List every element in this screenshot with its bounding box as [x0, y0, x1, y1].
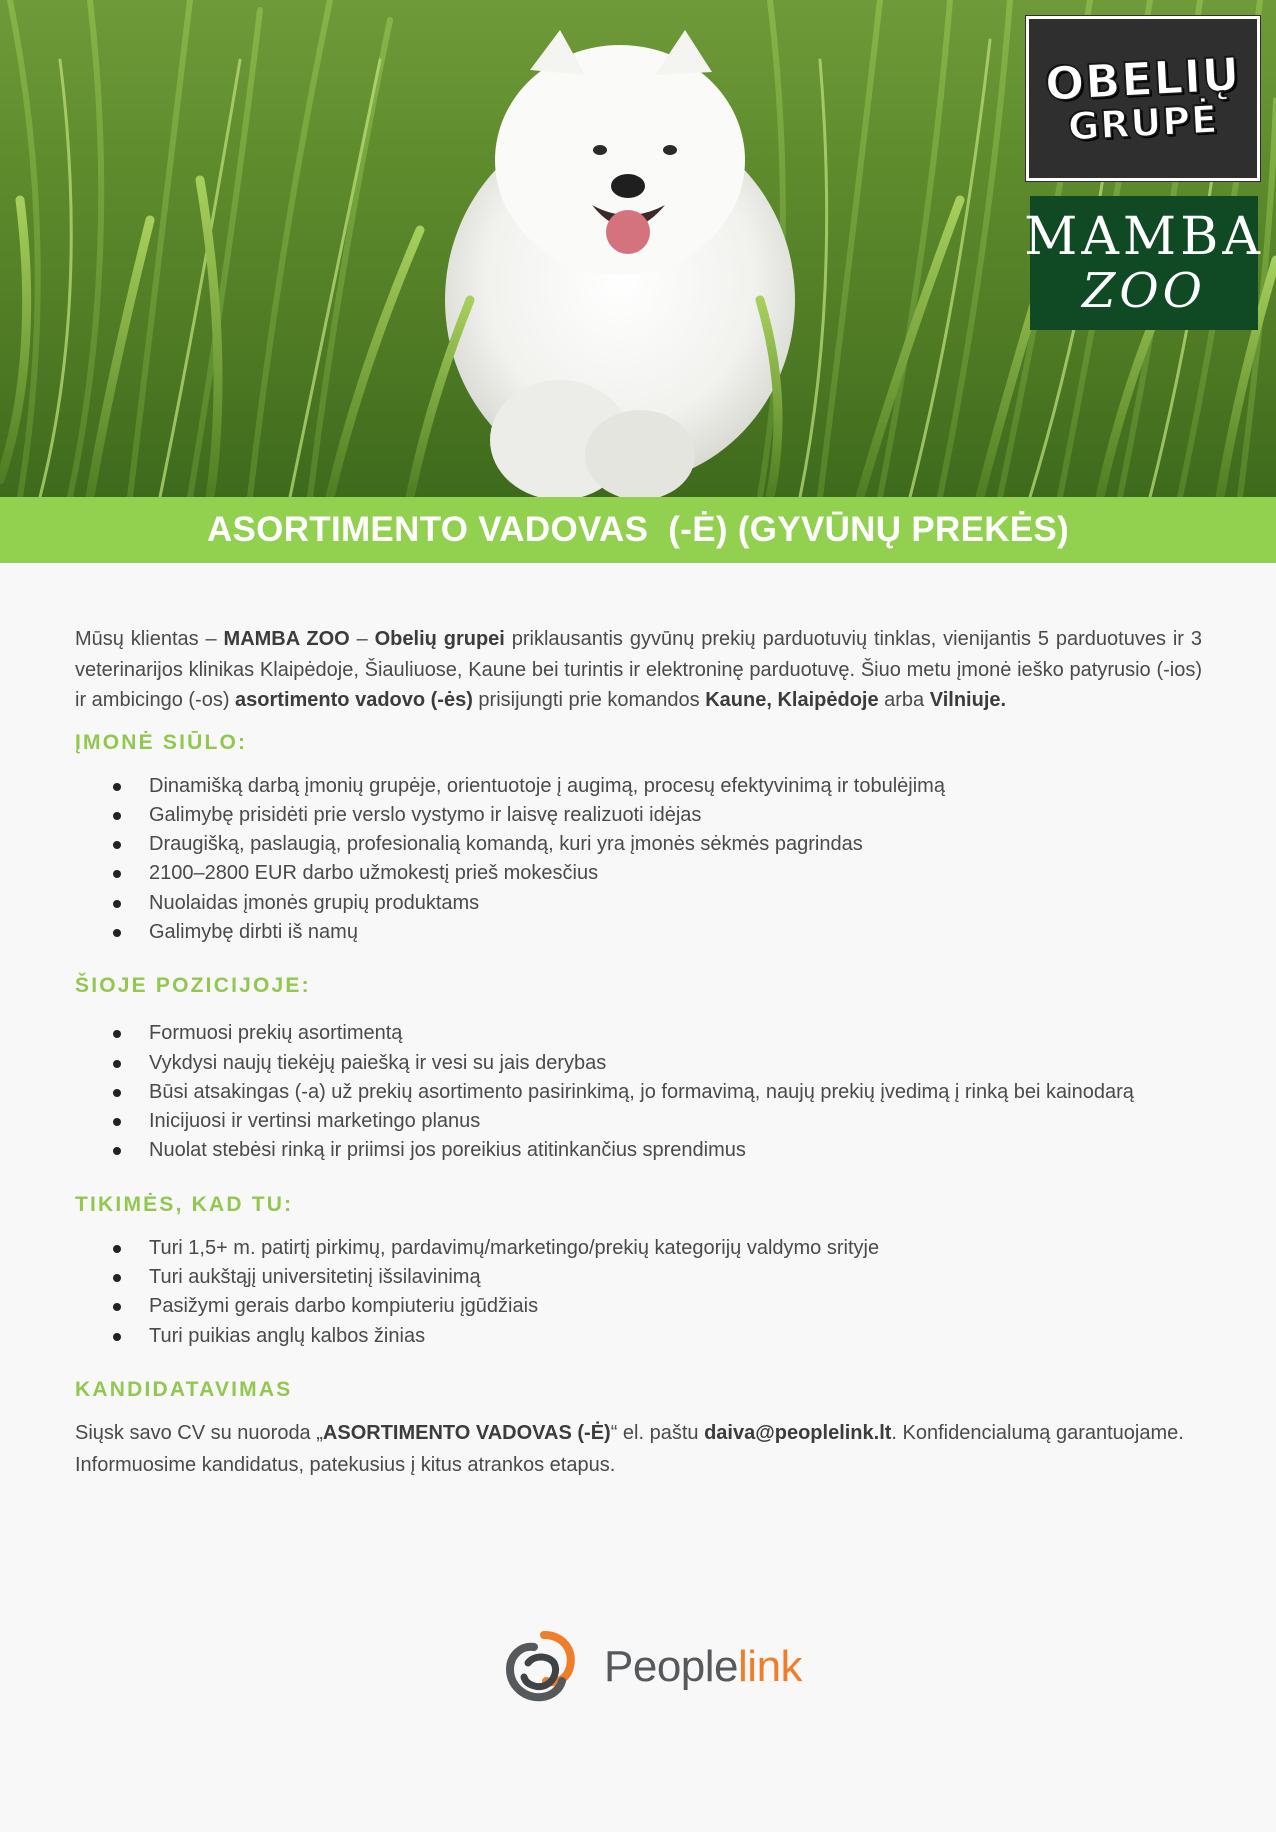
list-item: Turi aukštąjį universitetinį išsilavinimą: [75, 1263, 1202, 1292]
section-heading-position: ŠIOJE POZICIJOJE:: [75, 974, 311, 998]
list-item: Galimybę prisidėti prie verslo vystymo ir laisvę realizuoti idėjas: [75, 801, 1202, 830]
intro-paragraph: Mūsų klientas – MAMBA ZOO – Obelių grupei priklausantis gyvūnų prekių parduotuvių tinklas, vienijantis 5 parduotuves ir 3 veterinarijos klinikas Klaipėdoje, Šiauliuose, Kaune bei turintis ir elektroninę parduotuvę. Šiuo metu įmonė ieško patyrusio (-ios) ir ambicingo (-os) asortimento vadovo (-ės) prisijungti prie komandos Kaune, Klaipėdoje arba Vilniuje.: [75, 628, 1202, 711]
title-band: [0, 497, 1276, 563]
list-item: Būsi atsakingas (-a) už prekių asortimento pasirinkimą, jo formavimą, naujų prekių įvedimą į rinką bei kainodarą: [75, 1078, 1202, 1107]
obeliu-logo-line2: GRUPĖ: [1066, 96, 1220, 149]
list-item: 2100–2800 EUR darbo užmokestį prieš mokesčius: [75, 859, 1202, 888]
peoplelink-rings-icon: [500, 1627, 580, 1707]
obeliu-grupe-logo: [1026, 16, 1260, 181]
offer-list: [75, 772, 1202, 948]
section-heading-apply: KANDIDATAVIMAS: [75, 1377, 293, 1401]
mamba-logo-line2: ZOO: [1081, 263, 1207, 319]
peoplelink-wordmark: Peoplelink: [604, 1642, 803, 1691]
page-title: ASORTIMENTO VADOVAS (-Ė) (GYVŪNŲ PREKĖS): [206, 510, 1070, 549]
section-heading-offer: ĮMONĖ SIŪLO:: [75, 730, 248, 754]
contact-email: daiva@peoplelink.lt: [704, 1421, 892, 1444]
list-item: Dinamišką darbą įmonių grupėje, orientuotoje į augimą, procesų efektyvinimą ir tobulėjimą: [75, 772, 1202, 801]
position-list: [75, 1019, 1202, 1165]
job-description: [75, 624, 1202, 1481]
list-item: Draugišką, paslaugią, profesionalią komandą, kuri yra įmonės sėkmės pagrindas: [75, 830, 1202, 859]
peoplelink-logo: [500, 1622, 802, 1712]
dog-illustration: [445, 30, 795, 497]
obeliu-logo-line1: OBELIŲ: [1044, 46, 1242, 111]
mamba-logo-line1: MAMBA: [1024, 207, 1264, 267]
mamba-zoo-logo: [1024, 196, 1264, 330]
list-item: Vykdysi naujų tiekėjų paiešką ir vesi su jais derybas: [75, 1049, 1202, 1078]
list-item: Nuolaidas įmonės grupių produktams: [75, 889, 1202, 918]
section-heading-expectations: TIKIMĖS, KAD TU:: [75, 1192, 294, 1216]
expectations-list: [75, 1234, 1202, 1351]
list-item: Galimybę dirbti iš namų: [75, 918, 1202, 947]
apply-paragraph: Siųsk savo CV su nuoroda „ASORTIMENTO VADOVAS (-Ė)“ el. paštu daiva@peoplelink.lt. Konfidencialumą garantuojame. Informuosime kandidatus, patekusius į kitus atrankos etapus.: [75, 1421, 1184, 1476]
hero-image: [0, 0, 1276, 497]
list-item: Turi puikias anglų kalbos žinias: [75, 1322, 1202, 1351]
list-item: Formuosi prekių asortimentą: [75, 1019, 1202, 1048]
list-item: Pasižymi gerais darbo kompiuteriu įgūdžiais: [75, 1292, 1202, 1321]
list-item: Inicijuosi ir vertinsi marketingo planus: [75, 1107, 1202, 1136]
list-item: Turi 1,5+ m. patirtį pirkimų, pardavimų/marketingo/prekių kategorijų valdymo srityje: [75, 1234, 1202, 1263]
list-item: Nuolat stebėsi rinką ir priimsi jos poreikius atitinkančius sprendimus: [75, 1136, 1202, 1165]
